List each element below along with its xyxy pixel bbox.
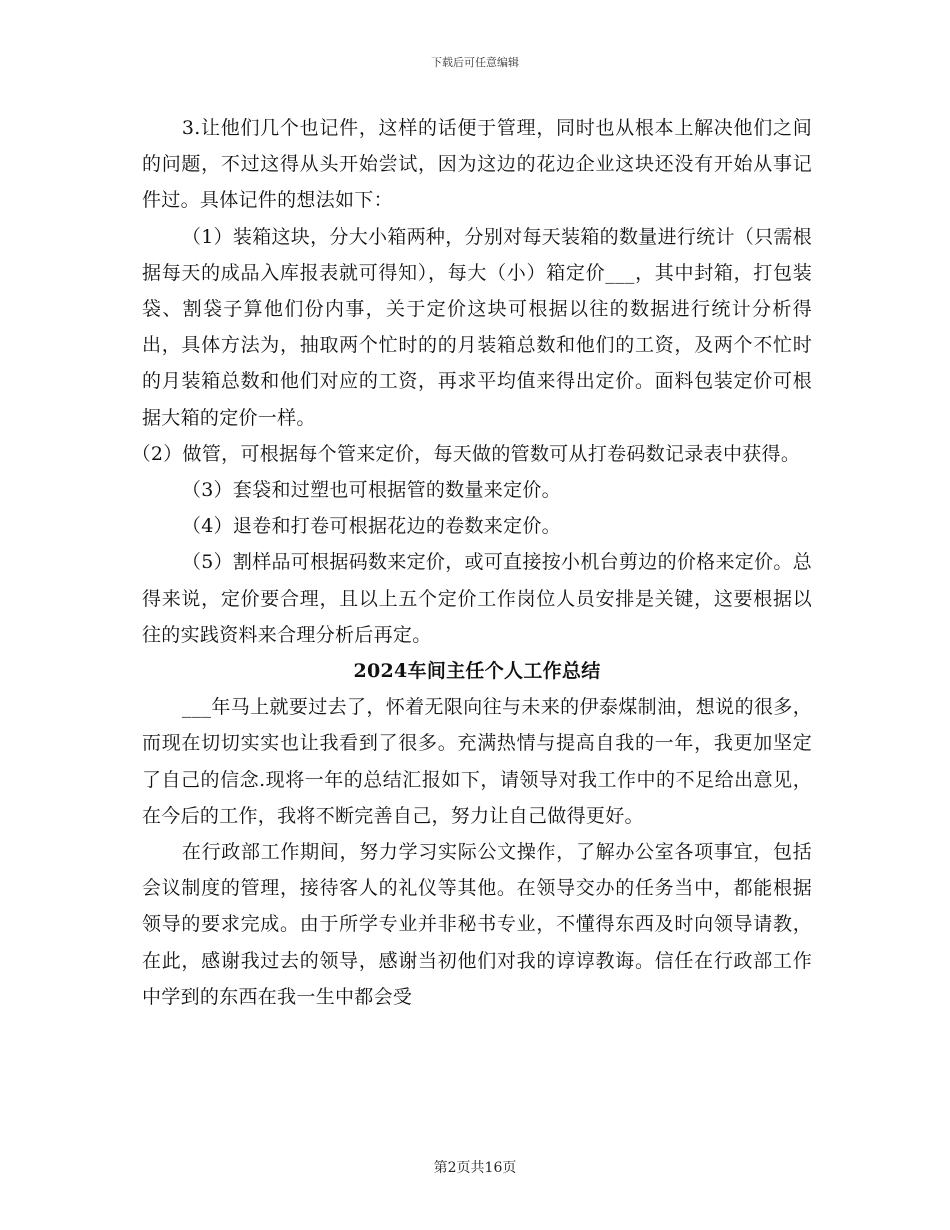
paragraph-4: （3）套袋和过塑也可根据管的数量来定价。: [181, 479, 561, 502]
section-title: 2024车间主任个人工作总结: [353, 660, 601, 683]
paragraph-2: （1）装箱这块，分大小箱两种，分别对每天装箱的数量进行统计（只需根据每天的成品入库报表就可得知），每大（小）箱定价___，其中封箱，打包装袋、割袋子算他们份内事，关于定价这块可根据以往的数据进行统计分析得出，具体方法为，抽取两个忙时的的月装箱总数和他们的工资，及两个不忙时的月装箱总数和他们对应的工资，再求平均值来得出定价。面料包装定价可根据大箱的定价一样。: [142, 225, 812, 429]
paragraph-8: 在行政部工作期间，努力学习实际公文操作，了解办公室各项事宜，包括会议制度的管理，接待客人的礼仪等其他。在领导交办的任务当中，都能根据领导的要求完成。由于所学专业并非秘书专业，不懂得东西及时向领导请教，在此，感谢我过去的领导，感谢当初他们对我的谆谆教诲。信任在行政部工作中学到的东西在我一生中都会受: [142, 841, 812, 1008]
paragraph-1: 3.让他们几个也记件，这样的话便于管理，同时也从根本上解决他们之间的问题，不过这得从头开始尝试，因为这边的花边企业这块还没有开始从事记件过。具体记件的想法如下：: [142, 117, 812, 212]
paragraph-5: （4）退卷和打卷可根据花边的卷数来定价。: [181, 515, 561, 538]
page-footer: 第2页共16页: [433, 1160, 517, 1176]
page-header: 下载后可任意编辑: [431, 56, 519, 69]
paragraph-3: （2）做管，可根据每个管来定价，每天做的管数可从打卷码数记录表中获得。: [131, 442, 801, 465]
document-body: [131, 110, 812, 1015]
paragraph-6: （5）割样品可根据码数来定价，或可直接按小机台剪边的价格来定价。总得来说，定价要合理，且以上五个定价工作岗位人员安排是关键，这要根据以往的实践资料来合理分析后再定。: [142, 551, 812, 646]
paragraph-7: ___年马上就要过去了，怀着无限向往与未来的伊泰煤制油，想说的很多，而现在切切实实也让我看到了很多。充满热情与提高自我的一年，我更加坚定了自己的信念.现将一年的总结汇报如下，请领导对我工作中的不足给出意见，在今后的工作，我将不断完善自己，努力让自己做得更好。: [142, 696, 812, 827]
